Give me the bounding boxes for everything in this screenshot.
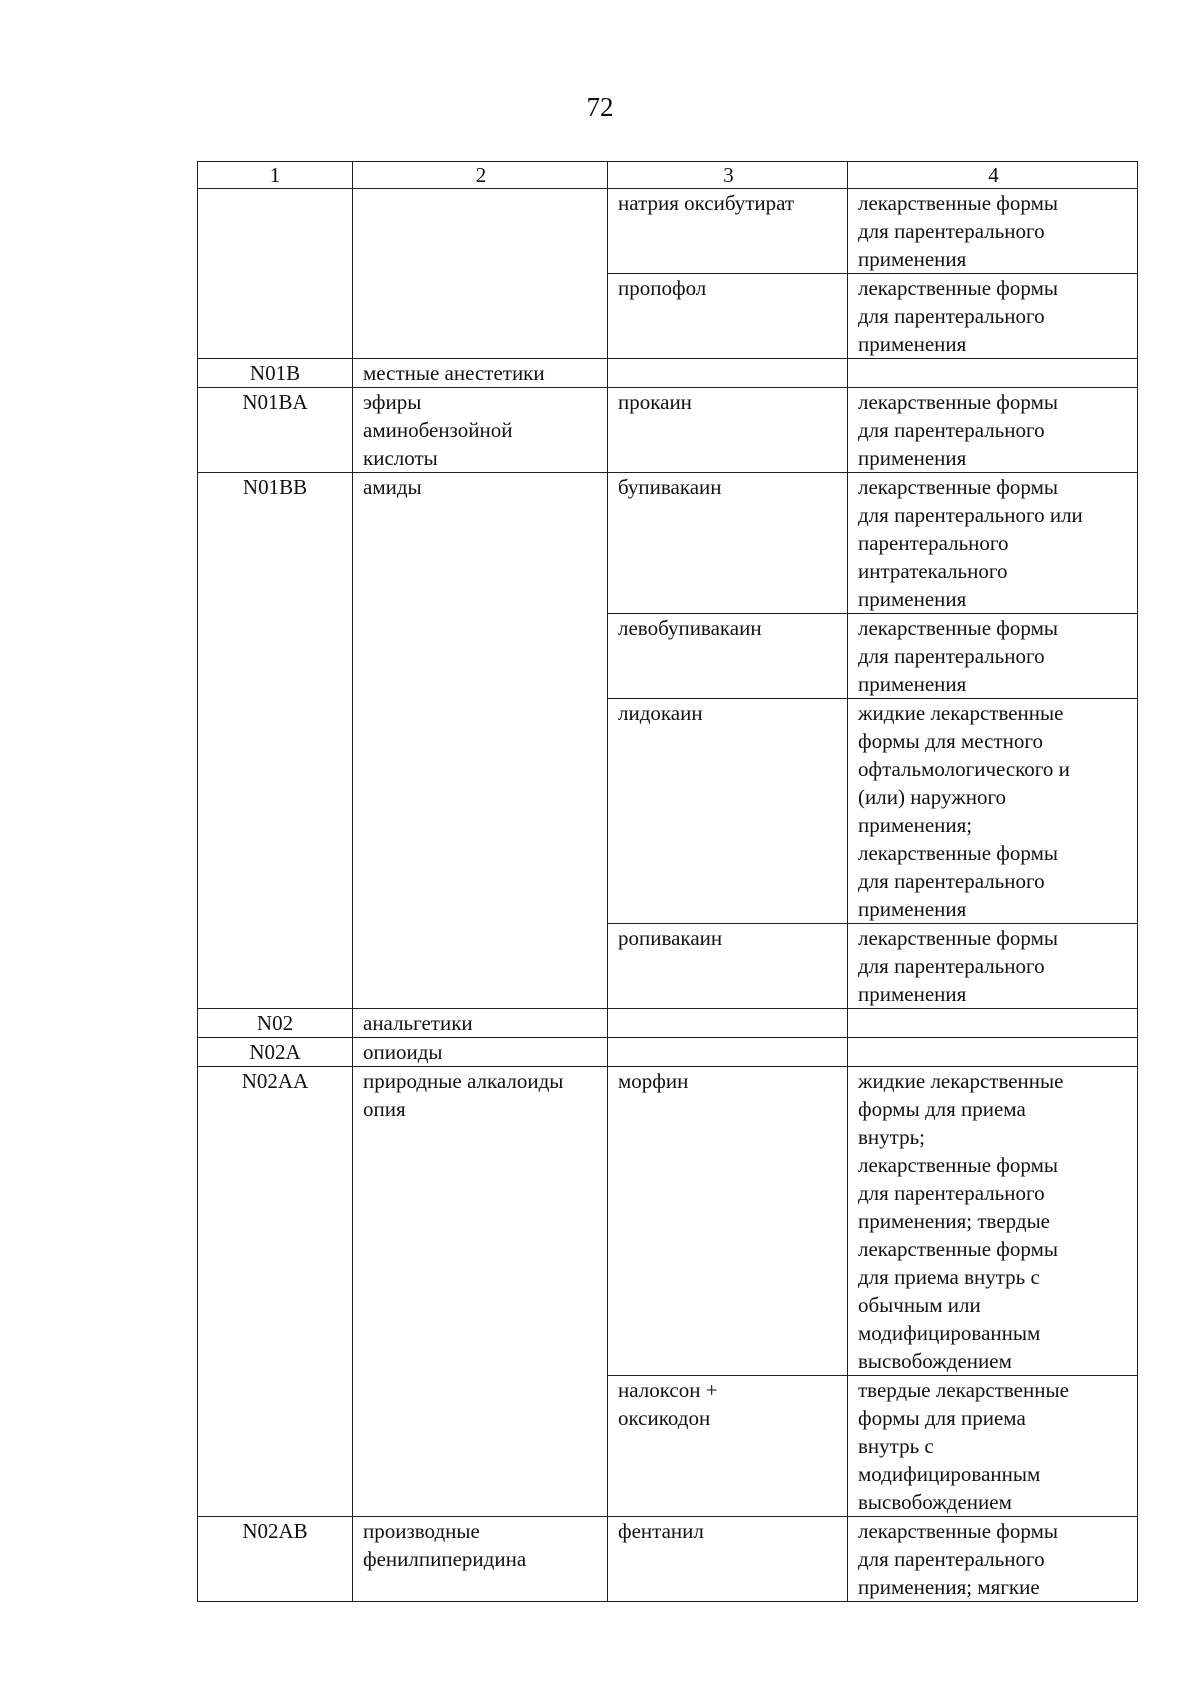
dosage-form-cell: лекарственные формы для парентерального применения; мягкие bbox=[848, 1517, 1138, 1602]
group-name-cell: природные алкалоиды опия bbox=[353, 1067, 608, 1517]
dosage-form-cell: лекарственные формы для парентерального применения bbox=[848, 924, 1138, 1009]
drug-name-cell: левобупивакаин bbox=[608, 614, 848, 699]
dosage-form-cell: лекарственные формы для парентерального применения bbox=[848, 189, 1138, 274]
group-name-cell: эфиры аминобензойной кислоты bbox=[353, 388, 608, 473]
drug-name-cell bbox=[608, 1038, 848, 1067]
dosage-form-cell bbox=[848, 1009, 1138, 1038]
table-row bbox=[198, 1038, 1138, 1067]
page-number: 72 bbox=[586, 92, 614, 122]
table-row bbox=[198, 359, 1138, 388]
atc-code-cell: N02A bbox=[198, 1038, 353, 1067]
dosage-form-cell: твердые лекарственные формы для приема внутрь с модифицированным высвобождением bbox=[848, 1376, 1138, 1517]
header-cell-group: 2 bbox=[353, 162, 608, 189]
group-name-cell: местные анестетики bbox=[353, 359, 608, 388]
atc-code-cell: N01BB bbox=[198, 473, 353, 1009]
dosage-form-cell bbox=[848, 1038, 1138, 1067]
atc-code-cell: N01BA bbox=[198, 388, 353, 473]
drug-name-cell: фентанил bbox=[608, 1517, 848, 1602]
dosage-form-cell: жидкие лекарственные формы для приема внутрь; лекарственные формы для парентерального применения; твердые лекарственные формы для приема внутрь с обычным или модифицированным высвобождением bbox=[848, 1067, 1138, 1376]
dosage-form-cell: лекарственные формы для парентерального или парентерального интратекального применения bbox=[848, 473, 1138, 614]
drug-name-cell bbox=[608, 1009, 848, 1038]
atc-code-cell: N02 bbox=[198, 1009, 353, 1038]
table-row bbox=[198, 1067, 1138, 1376]
atc-code-cell: N02AB bbox=[198, 1517, 353, 1602]
medication-table bbox=[197, 161, 1138, 1602]
drug-name-cell: налоксон + оксикодон bbox=[608, 1376, 848, 1517]
dosage-form-cell: лекарственные формы для парентерального применения bbox=[848, 388, 1138, 473]
dosage-form-cell: лекарственные формы для парентерального применения bbox=[848, 274, 1138, 359]
table-row bbox=[198, 189, 1138, 274]
group-name-cell bbox=[353, 189, 608, 359]
table-body bbox=[198, 189, 1138, 1602]
drug-name-cell: ропивакаин bbox=[608, 924, 848, 1009]
medication-table-container bbox=[197, 161, 1137, 1602]
header-cell-drug: 3 bbox=[608, 162, 848, 189]
atc-code-cell: N02AA bbox=[198, 1067, 353, 1517]
table-row bbox=[198, 473, 1138, 614]
drug-name-cell: прокаин bbox=[608, 388, 848, 473]
header-row bbox=[198, 162, 1138, 189]
atc-code-cell bbox=[198, 189, 353, 359]
group-name-cell: амиды bbox=[353, 473, 608, 1009]
atc-code-cell: N01B bbox=[198, 359, 353, 388]
table-row bbox=[198, 1517, 1138, 1602]
drug-name-cell bbox=[608, 359, 848, 388]
drug-name-cell: морфин bbox=[608, 1067, 848, 1376]
table-row bbox=[198, 1009, 1138, 1038]
drug-name-cell: лидокаин bbox=[608, 699, 848, 924]
group-name-cell: опиоиды bbox=[353, 1038, 608, 1067]
drug-name-cell: натрия оксибутират bbox=[608, 189, 848, 274]
dosage-form-cell: жидкие лекарственные формы для местного офтальмологического и (или) наружного применения; лекарственные формы для парентерального применения bbox=[848, 699, 1138, 924]
drug-name-cell: бупивакаин bbox=[608, 473, 848, 614]
table-row bbox=[198, 388, 1138, 473]
drug-name-cell: пропофол bbox=[608, 274, 848, 359]
dosage-form-cell bbox=[848, 359, 1138, 388]
dosage-form-cell: лекарственные формы для парентерального применения bbox=[848, 614, 1138, 699]
group-name-cell: анальгетики bbox=[353, 1009, 608, 1038]
group-name-cell: производные фенилпиперидина bbox=[353, 1517, 608, 1602]
header-cell-code: 1 bbox=[198, 162, 353, 189]
header-cell-form: 4 bbox=[848, 162, 1138, 189]
